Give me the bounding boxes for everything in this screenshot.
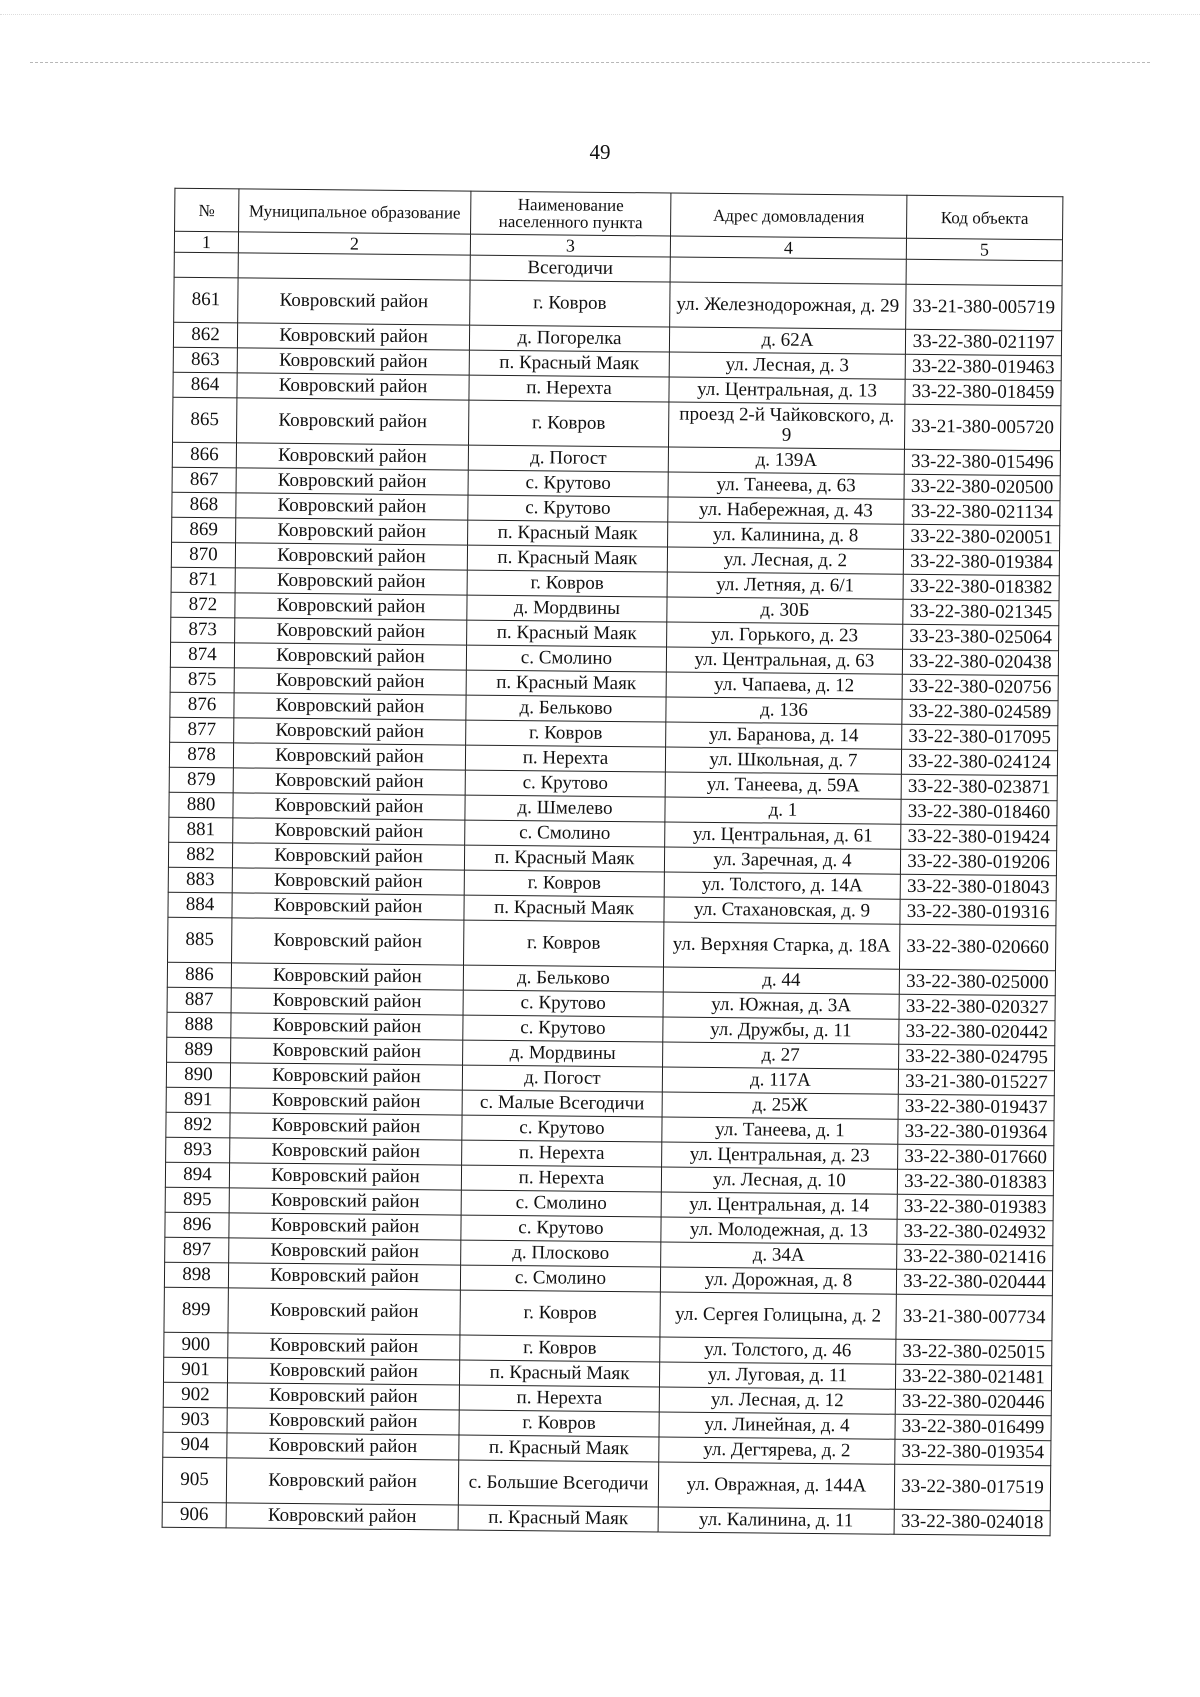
- cell-number: 870: [171, 542, 235, 568]
- cell-locality: с. Смолино: [466, 645, 666, 672]
- cell-municipality: Ковровский район: [230, 1113, 462, 1140]
- cell-object-code: 33-22-380-019206: [900, 849, 1056, 875]
- cell-locality: п. Красный Маяк: [459, 1360, 659, 1387]
- cell-municipality: Ковровский район: [235, 593, 467, 620]
- cell-address: ул. Центральная, д. 63: [666, 647, 902, 674]
- cell-municipality: Ковровский район: [234, 718, 466, 745]
- cell-empty: [238, 253, 470, 280]
- cell-locality: г. Ковров: [464, 920, 664, 967]
- cell-locality: д. Бельково: [466, 695, 666, 722]
- cell-locality: г. Ковров: [464, 870, 664, 897]
- cell-object-code: 33-22-380-017660: [898, 1144, 1054, 1170]
- column-number: 1: [174, 231, 238, 253]
- cell-municipality: Ковровский район: [237, 323, 469, 350]
- cell-locality: г. Ковров: [468, 400, 668, 447]
- cell-municipality: Ковровский район: [227, 1433, 459, 1460]
- cell-locality: д. Бельково: [463, 965, 663, 992]
- cell-object-code: 33-22-380-025015: [896, 1339, 1052, 1365]
- cell-address: проезд 2-й Чайковского, д. 9: [668, 402, 904, 449]
- cell-locality: д. Мордвины: [467, 595, 667, 622]
- cell-locality: с. Большие Всегодичи: [458, 1460, 658, 1507]
- cell-address: ул. Луговая, д. 11: [659, 1362, 895, 1389]
- cell-number: 864: [173, 372, 237, 398]
- cell-address: ул. Верхняя Старка, д. 18А: [663, 922, 899, 969]
- cell-number: 872: [171, 592, 235, 618]
- cell-object-code: 33-22-380-021197: [905, 329, 1061, 355]
- cell-locality: с. Крутово: [461, 1215, 661, 1242]
- cell-object-code: 33-22-380-023871: [901, 774, 1057, 800]
- cell-municipality: Ковровский район: [229, 1238, 461, 1265]
- cell-object-code: 33-22-380-019354: [895, 1439, 1051, 1465]
- cell-locality: п. Нерехта: [469, 375, 669, 402]
- cell-address: ул. Молодежная, д. 13: [661, 1217, 897, 1244]
- cell-address: ул. Дегтярева, д. 2: [659, 1437, 895, 1464]
- header-address: Адрес домовладения: [671, 193, 907, 238]
- cell-municipality: Ковровский район: [231, 1038, 463, 1065]
- cell-number: 885: [168, 917, 232, 963]
- cell-object-code: 33-22-380-025000: [899, 969, 1055, 995]
- cell-object-code: 33-22-380-024795: [899, 1044, 1055, 1070]
- cell-number: 876: [170, 692, 234, 718]
- cell-empty: [906, 259, 1062, 285]
- cell-municipality: Ковровский район: [235, 618, 467, 645]
- cell-municipality: Ковровский район: [233, 768, 465, 795]
- cell-object-code: 33-21-380-005720: [904, 404, 1060, 450]
- cell-locality: с. Смолино: [465, 820, 665, 847]
- cell-number: 875: [170, 667, 234, 693]
- cell-object-code: 33-21-380-005719: [906, 284, 1062, 330]
- cell-number: 878: [169, 742, 233, 768]
- cell-address: ул. Центральная, д. 13: [669, 377, 905, 404]
- cell-address: ул. Железнодорожная, д. 29: [670, 282, 906, 329]
- cell-address: ул. Дорожная, д. 8: [660, 1267, 896, 1294]
- cell-locality: с. Крутово: [465, 770, 665, 797]
- cell-municipality: Ковровский район: [230, 1088, 462, 1115]
- cell-locality: п. Красный Маяк: [469, 350, 669, 377]
- cell-municipality: Ковровский район: [227, 1408, 459, 1435]
- cell-number: 900: [164, 1332, 228, 1358]
- cell-address: д. 117А: [662, 1067, 898, 1094]
- cell-number: 874: [170, 642, 234, 668]
- cell-number: 883: [168, 867, 232, 893]
- cell-locality: п. Красный Маяк: [458, 1505, 658, 1532]
- cell-address: ул. Горького, д. 23: [667, 622, 903, 649]
- cell-locality: г. Ковров: [459, 1410, 659, 1437]
- cell-address: д. 136: [666, 697, 902, 724]
- cell-object-code: 33-22-380-019364: [898, 1119, 1054, 1145]
- cell-number: 905: [162, 1457, 226, 1503]
- cell-municipality: Ковровский район: [226, 1503, 458, 1530]
- cell-number: 887: [167, 987, 231, 1013]
- cell-locality: п. Нерехта: [461, 1165, 661, 1192]
- cell-locality: с. Малые Всегодичи: [462, 1090, 662, 1117]
- cell-municipality: Ковровский район: [235, 543, 467, 570]
- cell-number: 906: [162, 1502, 226, 1528]
- header-municipality: Муниципальное образование: [239, 189, 471, 234]
- cell-number: 863: [173, 347, 237, 373]
- cell-municipality: Ковровский район: [232, 918, 464, 965]
- cell-municipality: Ковровский район: [229, 1213, 461, 1240]
- cell-locality: д. Погорелка: [469, 325, 669, 352]
- cell-address: ул. Лесная, д. 12: [659, 1387, 895, 1414]
- cell-object-code: 33-22-380-020500: [904, 474, 1060, 500]
- cell-locality: с. Крутово: [463, 990, 663, 1017]
- cell-municipality: Ковровский район: [234, 668, 466, 695]
- cell-municipality: Ковровский район: [232, 868, 464, 895]
- cell-address: ул. Танеева, д. 63: [668, 472, 904, 499]
- cell-municipality: Ковровский район: [229, 1163, 461, 1190]
- cell-number: 881: [169, 817, 233, 843]
- cell-address: ул. Толстого, д. 46: [660, 1337, 896, 1364]
- cell-address: ул. Овражная, д. 144А: [658, 1462, 894, 1509]
- cell-address: д. 139А: [668, 447, 904, 474]
- cell-address: ул. Дружбы, д. 11: [663, 1017, 899, 1044]
- cell-address: ул. Южная, д. 3А: [663, 992, 899, 1019]
- cell-address: ул. Стахановская, д. 9: [664, 897, 900, 924]
- cell-object-code: 33-22-380-015496: [904, 449, 1060, 475]
- cell-locality: п. Красный Маяк: [464, 845, 664, 872]
- cell-municipality: Ковровский район: [234, 693, 466, 720]
- column-number: 5: [906, 238, 1062, 260]
- cell-locality: д. Погост: [468, 445, 668, 472]
- cell-locality: п. Красный Маяк: [466, 670, 666, 697]
- cell-object-code: 33-22-380-017095: [902, 724, 1058, 750]
- cell-address: ул. Центральная, д. 61: [665, 822, 901, 849]
- cell-municipality: Ковровский район: [227, 1383, 459, 1410]
- cell-number: 888: [167, 1012, 231, 1038]
- cell-address: ул. Калинина, д. 8: [668, 522, 904, 549]
- group-label: Всегодичи: [470, 255, 670, 282]
- cell-municipality: Ковровский район: [229, 1188, 461, 1215]
- cell-object-code: 33-22-380-019463: [905, 354, 1061, 380]
- cell-object-code: 33-22-380-021481: [895, 1364, 1051, 1390]
- cell-municipality: Ковровский район: [233, 818, 465, 845]
- cell-locality: г. Ковров: [470, 280, 670, 327]
- cell-object-code: 33-22-380-024124: [901, 749, 1057, 775]
- cell-object-code: 33-22-380-020660: [899, 924, 1055, 970]
- cell-locality: с. Смолино: [461, 1190, 661, 1217]
- cell-municipality: Ковровский район: [232, 843, 464, 870]
- cell-object-code: 33-22-380-020442: [899, 1019, 1055, 1045]
- cell-number: 869: [172, 517, 236, 543]
- cell-municipality: Ковровский район: [232, 893, 464, 920]
- cell-object-code: 33-22-380-019437: [898, 1094, 1054, 1120]
- cell-locality: п. Нерехта: [465, 745, 665, 772]
- cell-address: ул. Лесная, д. 2: [667, 547, 903, 574]
- cell-address: ул. Чапаева, д. 12: [666, 672, 902, 699]
- cell-object-code: 33-22-380-020438: [902, 649, 1058, 675]
- cell-municipality: Ковровский район: [233, 743, 465, 770]
- cell-address: ул. Лесная, д. 3: [669, 352, 905, 379]
- cell-municipality: Ковровский район: [230, 1063, 462, 1090]
- cell-locality: п. Нерехта: [459, 1385, 659, 1412]
- cell-municipality: Ковровский район: [230, 1138, 462, 1165]
- cell-address: ул. Калинина, д. 11: [658, 1507, 894, 1534]
- cell-municipality: Ковровский район: [237, 348, 469, 375]
- column-number: 2: [238, 232, 470, 255]
- cell-locality: с. Крутово: [463, 1015, 663, 1042]
- cell-municipality: Ковровский район: [227, 1358, 459, 1385]
- cell-object-code: 33-22-380-021134: [904, 499, 1060, 525]
- cell-locality: г. Ковров: [466, 720, 666, 747]
- cell-address: ул. Баранова, д. 14: [666, 722, 902, 749]
- cell-address: д. 1: [665, 797, 901, 824]
- cell-locality: п. Нерехта: [462, 1140, 662, 1167]
- cell-object-code: 33-21-380-007734: [896, 1294, 1052, 1340]
- cell-object-code: 33-22-380-018459: [905, 379, 1061, 405]
- cell-address: ул. Центральная, д. 14: [661, 1192, 897, 1219]
- cell-address: д. 62А: [669, 327, 905, 354]
- cell-number: 884: [168, 892, 232, 918]
- cell-number: 890: [166, 1062, 230, 1088]
- cell-number: 873: [171, 617, 235, 643]
- cell-municipality: Ковровский район: [236, 518, 468, 545]
- cell-number: 893: [166, 1137, 230, 1163]
- page-number: 49: [589, 140, 611, 164]
- cell-address: ул. Летняя, д. 6/1: [667, 572, 903, 599]
- cell-object-code: 33-22-380-021416: [897, 1244, 1053, 1270]
- header-object-code: Код объекта: [907, 195, 1063, 239]
- cell-object-code: 33-22-380-020327: [899, 994, 1055, 1020]
- cell-object-code: 33-22-380-021345: [903, 599, 1059, 625]
- cell-locality: д. Погост: [462, 1065, 662, 1092]
- cell-address: д. 27: [663, 1042, 899, 1069]
- cell-number: 871: [171, 567, 235, 593]
- header-number: №: [175, 188, 239, 232]
- cell-number: 902: [163, 1382, 227, 1408]
- column-number: 4: [670, 236, 906, 259]
- scan-artifact-line: [0, 14, 1200, 15]
- cell-municipality: Ковровский район: [236, 468, 468, 495]
- cell-municipality: Ковровский район: [235, 568, 467, 595]
- cell-address: д. 34А: [661, 1242, 897, 1269]
- cell-number: 865: [173, 397, 237, 443]
- cell-object-code: 33-23-380-025064: [903, 624, 1059, 650]
- cell-object-code: 33-22-380-024018: [894, 1509, 1050, 1535]
- cell-number: 877: [170, 717, 234, 743]
- cell-locality: с. Крутово: [462, 1115, 662, 1142]
- cell-number: 897: [165, 1237, 229, 1263]
- cell-locality: д. Мордвины: [463, 1040, 663, 1067]
- cell-locality: с. Крутово: [468, 495, 668, 522]
- cell-address: ул. Толстого, д. 14А: [664, 872, 900, 899]
- cell-object-code: 33-22-380-024932: [897, 1219, 1053, 1245]
- cell-object-code: 33-22-380-018382: [903, 574, 1059, 600]
- cell-locality: д. Шмелево: [465, 795, 665, 822]
- header-locality: Наименование населенного пункта: [471, 191, 671, 236]
- cell-locality: г. Ковров: [467, 570, 667, 597]
- cell-object-code: 33-22-380-019383: [897, 1194, 1053, 1220]
- cell-address: ул. Заречная, д. 4: [664, 847, 900, 874]
- cell-object-code: 33-22-380-018043: [900, 874, 1056, 900]
- cell-object-code: 33-22-380-016499: [895, 1414, 1051, 1440]
- cell-address: ул. Центральная, д. 23: [662, 1142, 898, 1169]
- cell-empty: [670, 257, 906, 284]
- cell-locality: с. Крутово: [468, 470, 668, 497]
- cell-number: 867: [172, 467, 236, 493]
- cell-object-code: 33-22-380-019424: [901, 824, 1057, 850]
- cell-object-code: 33-22-380-020444: [896, 1269, 1052, 1295]
- scan-artifact-line: [30, 62, 1150, 63]
- cell-object-code: 33-22-380-020051: [904, 524, 1060, 550]
- cell-address: ул. Лесная, д. 10: [661, 1167, 897, 1194]
- cell-locality: д. Плосково: [461, 1240, 661, 1267]
- cell-address: д. 25Ж: [662, 1092, 898, 1119]
- cell-number: 904: [163, 1432, 227, 1458]
- cell-number: 894: [165, 1162, 229, 1188]
- cell-address: ул. Набережная, д. 43: [668, 497, 904, 524]
- cell-number: 895: [165, 1187, 229, 1213]
- cell-municipality: Ковровский район: [231, 988, 463, 1015]
- cell-municipality: Ковровский район: [228, 1333, 460, 1360]
- cell-number: 868: [172, 492, 236, 518]
- cell-municipality: Ковровский район: [237, 398, 469, 445]
- cell-locality: с. Смолино: [460, 1265, 660, 1292]
- cell-locality: п. Красный Маяк: [467, 620, 667, 647]
- column-number: 3: [470, 234, 670, 257]
- cell-number: 892: [166, 1112, 230, 1138]
- cell-object-code: 33-22-380-017519: [894, 1464, 1050, 1510]
- cell-number: 898: [164, 1262, 228, 1288]
- table-body: [162, 252, 1062, 1535]
- cell-number: 889: [167, 1037, 231, 1063]
- cell-municipality: Ковровский район: [236, 443, 468, 470]
- cell-municipality: Ковровский район: [228, 1263, 460, 1290]
- cell-locality: г. Ковров: [460, 1290, 660, 1337]
- cell-municipality: Ковровский район: [234, 643, 466, 670]
- cell-object-code: 33-22-380-020446: [895, 1389, 1051, 1415]
- cell-municipality: Ковровский район: [231, 1013, 463, 1040]
- cell-number: 880: [169, 792, 233, 818]
- cell-municipality: Ковровский район: [231, 963, 463, 990]
- cell-object-code: 33-22-380-018460: [901, 799, 1057, 825]
- cell-object-code: 33-22-380-018383: [897, 1169, 1053, 1195]
- cell-number: 879: [169, 767, 233, 793]
- cell-number: 861: [174, 277, 238, 323]
- cell-municipality: Ковровский район: [233, 793, 465, 820]
- cell-object-code: 33-22-380-019384: [903, 549, 1059, 575]
- cell-number: 896: [165, 1212, 229, 1238]
- cell-municipality: Ковровский район: [228, 1288, 460, 1335]
- cell-municipality: Ковровский район: [226, 1458, 458, 1505]
- cell-empty: [174, 252, 238, 278]
- cell-object-code: 33-22-380-020756: [902, 674, 1058, 700]
- cell-number: 903: [163, 1407, 227, 1433]
- cell-number: 882: [168, 842, 232, 868]
- cell-address: ул. Линейная, д. 4: [659, 1412, 895, 1439]
- cell-address: ул. Танеева, д. 59А: [665, 772, 901, 799]
- cell-address: ул. Танеева, д. 1: [662, 1117, 898, 1144]
- cell-object-code: 33-21-380-015227: [898, 1069, 1054, 1095]
- cell-number: 901: [163, 1357, 227, 1383]
- cell-address: ул. Школьная, д. 7: [665, 747, 901, 774]
- cell-municipality: Ковровский район: [238, 278, 470, 325]
- cell-number: 899: [164, 1287, 228, 1333]
- cell-object-code: 33-22-380-019316: [900, 899, 1056, 925]
- cell-locality: п. Красный Маяк: [467, 545, 667, 572]
- address-table: [162, 188, 1064, 1536]
- cell-municipality: Ковровский район: [237, 373, 469, 400]
- cell-locality: п. Красный Маяк: [459, 1435, 659, 1462]
- cell-number: 891: [166, 1087, 230, 1113]
- cell-number: 886: [167, 962, 231, 988]
- cell-municipality: Ковровский район: [236, 493, 468, 520]
- cell-number: 862: [173, 322, 237, 348]
- cell-number: 866: [172, 442, 236, 468]
- cell-address: д. 30Б: [667, 597, 903, 624]
- cell-address: ул. Сергея Голицына, д. 2: [660, 1292, 896, 1339]
- cell-locality: п. Красный Маяк: [468, 520, 668, 547]
- cell-address: д. 44: [663, 967, 899, 994]
- cell-locality: г. Ковров: [460, 1335, 660, 1362]
- cell-object-code: 33-22-380-024589: [902, 699, 1058, 725]
- cell-locality: п. Красный Маяк: [464, 895, 664, 922]
